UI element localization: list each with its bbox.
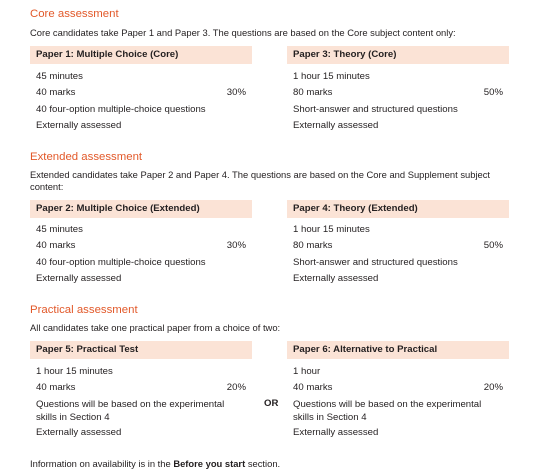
- paper-6-assessment: Externally assessed: [293, 426, 379, 438]
- paper-5-marks-row: [36, 380, 246, 396]
- paper-5-format: Questions will be based on the experimental skills in Section 4: [36, 399, 225, 424]
- extended-assessment-intro: Extended candidates take Paper 2 and Paper 4. The questions are based on the Core and Supplement subject content:: [30, 169, 491, 193]
- paper-3-marks: 80 marks: [293, 87, 333, 99]
- paper-4-card: [287, 200, 509, 287]
- paper-6-marks: 40 marks: [293, 382, 333, 394]
- paper-4-marks: 80 marks: [293, 240, 333, 252]
- paper-4-weight: 50%: [483, 240, 503, 252]
- paper-3-card: [287, 46, 509, 134]
- availability-note-text: Information on availability is in the: [30, 458, 174, 469]
- paper-2-format: 40 four-option multiple-choice questions: [36, 256, 206, 268]
- paper-1-card: [30, 46, 252, 134]
- paper-2-heading: Paper 2: Multiple Choice (Extended): [30, 200, 252, 218]
- paper-3-weight: 50%: [483, 87, 503, 99]
- paper-3-assessment: Externally assessed: [293, 119, 379, 131]
- practical-assessment-title: Practical assessment: [30, 304, 138, 316]
- paper-6-heading: Paper 6: Alternative to Practical: [287, 341, 509, 359]
- paper-1-assessment: Externally assessed: [36, 119, 122, 131]
- paper-5-weight: 20%: [226, 382, 246, 394]
- paper-6-duration: 1 hour: [293, 366, 321, 377]
- before-you-start-reference: Before you start: [173, 458, 246, 469]
- paper-1-format: 40 four-option multiple-choice questions: [36, 103, 206, 115]
- paper-3-heading: Paper 3: Theory (Core): [287, 46, 509, 64]
- paper-1-weight: 30%: [226, 87, 246, 99]
- paper-5-card: [30, 341, 252, 441]
- paper-1-duration: 45 minutes: [36, 71, 83, 82]
- paper-5-heading: Paper 5: Practical Test: [30, 341, 252, 359]
- or-divider-label: OR: [264, 398, 279, 409]
- paper-5-marks: 40 marks: [36, 382, 76, 394]
- paper-5-assessment: Externally assessed: [36, 426, 122, 438]
- paper-6-marks-row: [293, 380, 503, 396]
- availability-note-end: section.: [245, 458, 281, 469]
- paper-4-assessment: Externally assessed: [293, 272, 379, 284]
- paper-3-duration: 1 hour 15 minutes: [293, 71, 370, 82]
- paper-6-format: Questions will be based on the experimental skills in Section 4: [293, 399, 482, 424]
- paper-4-heading: Paper 4: Theory (Extended): [287, 200, 509, 218]
- availability-note: [30, 458, 280, 470]
- paper-6-card: [287, 341, 509, 441]
- paper-3-format: Short-answer and structured questions: [293, 103, 458, 115]
- paper-4-format: Short-answer and structured questions: [293, 256, 458, 268]
- paper-2-card: [30, 200, 252, 287]
- paper-6-weight: 20%: [483, 382, 503, 394]
- paper-2-weight: 30%: [226, 240, 246, 252]
- paper-4-duration: 1 hour 15 minutes: [293, 224, 370, 235]
- core-assessment-intro: Core candidates take Paper 1 and Paper 3. The questions are based on the Core subject content only:: [30, 27, 456, 38]
- extended-assessment-title: Extended assessment: [30, 151, 143, 163]
- paper-4-marks-row: [293, 238, 503, 254]
- paper-1-marks-row: [36, 85, 246, 101]
- paper-2-duration: 45 minutes: [36, 224, 83, 235]
- paper-1-heading: Paper 1: Multiple Choice (Core): [30, 46, 252, 64]
- core-assessment-title: Core assessment: [30, 8, 119, 20]
- paper-1-marks: 40 marks: [36, 87, 76, 99]
- paper-3-marks-row: [293, 85, 503, 101]
- practical-assessment-intro: All candidates take one practical paper from a choice of two:: [30, 322, 281, 333]
- paper-5-duration: 1 hour 15 minutes: [36, 366, 113, 377]
- paper-2-assessment: Externally assessed: [36, 272, 122, 284]
- paper-2-marks-row: [36, 238, 246, 254]
- paper-2-marks: 40 marks: [36, 240, 76, 252]
